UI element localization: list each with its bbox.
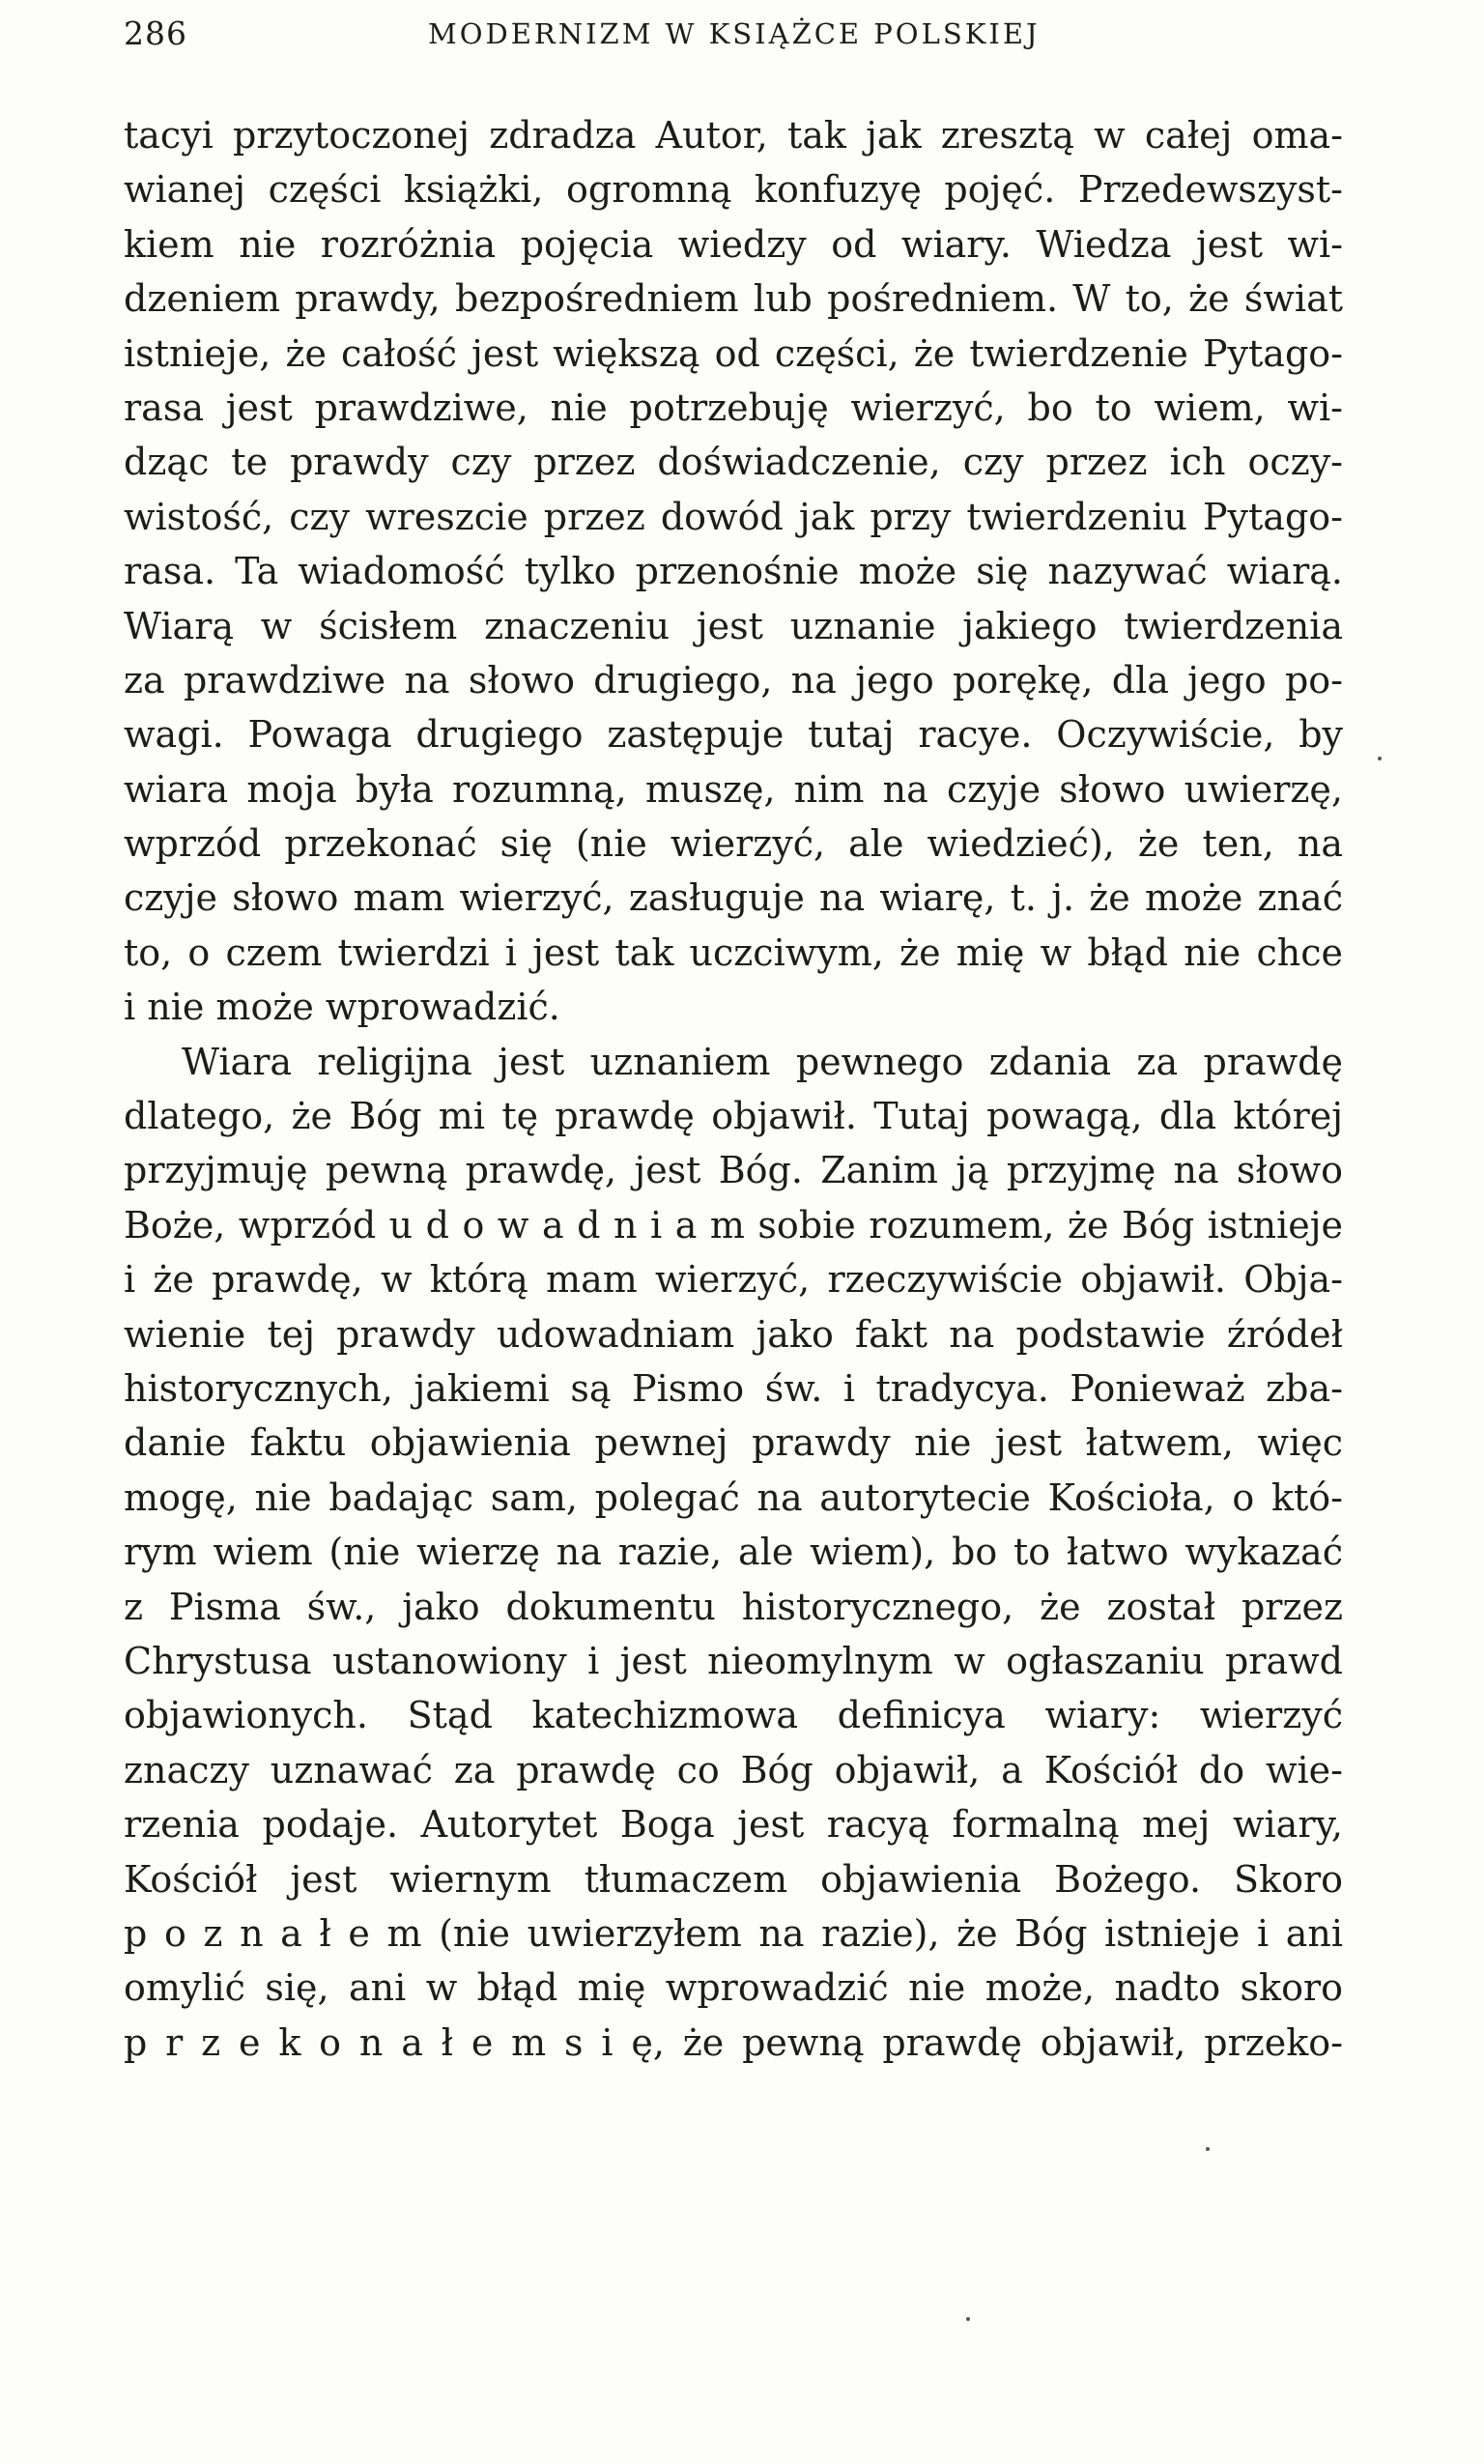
text-line: rzenia podaje. Autorytet Boga jest racyą formalną mej wiary, <box>124 1803 1343 1847</box>
text-line: wprzód przekonać się (nie wierzyć, ale wiedzieć), że ten, na <box>124 822 1343 866</box>
text-line: wienie tej prawdy udowadniam jako fakt na podstawie źródeł <box>124 1312 1343 1356</box>
print-speck <box>1206 2147 1210 2151</box>
text-line: wiara moja była rozumną, muszę, nim na czyje słowo uwierzę, <box>124 767 1343 811</box>
running-title: MODERNIZM W KSIĄŻCE POLSKIEJ <box>428 17 1041 50</box>
print-speck <box>1378 757 1382 760</box>
text-line: Chrystusa ustanowiony i jest nieomylnym w ogłaszaniu prawd <box>124 1639 1343 1682</box>
paragraph-1 <box>124 108 1343 1035</box>
text-line: p r z e k o n a ł e m s i ę, że pewną prawdę objawił, przeko- <box>124 2020 1343 2064</box>
body-text <box>124 108 1343 2137</box>
text-line: rasa. Ta wiadomość tylko przenośnie może się nazywać wiarą. <box>124 550 1343 593</box>
text-line: mogę, nie badając sam, polegać na autorytecie Kościoła, o któ- <box>124 1476 1343 1519</box>
text-line: czyje słowo mam wierzyć, zasługuje na wiarę, t. j. że może znać <box>124 876 1343 920</box>
text-line: p o z n a ł e m (nie uwierzyłem na razie), że Bóg istnieje i ani <box>124 1911 1343 1955</box>
text-line: Wiara religijna jest uznaniem pewnego zdania za prawdę <box>182 1040 1343 1083</box>
text-line: wistość, czy wreszcie przez dowód jak przy twierdzeniu Pytago- <box>124 495 1343 538</box>
text-line: rym wiem (nie wierzę na razie, ale wiem), bo to łatwo wykazać <box>124 1531 1343 1574</box>
text-line: przyjmuję pewną prawdę, jest Bóg. Zanim ją przyjmę na słowo <box>124 1149 1343 1192</box>
text-line: i nie może wprowadzić. <box>124 986 560 1029</box>
page-number: 286 <box>124 14 187 52</box>
text-line: istnieje, że całość jest większą od części, że twierdzenie Pytago- <box>124 331 1343 375</box>
text-line: tacyi przytoczonej zdradza Autor, tak jak zresztą w całej oma- <box>124 114 1343 157</box>
paragraph-2 <box>124 1035 1343 2070</box>
text-line: wagi. Powaga drugiego zastępuje tutaj racye. Oczywiście, by <box>124 713 1343 757</box>
text-line: danie faktu objawienia pewnej prawdy nie jest łatwem, więc <box>124 1421 1343 1465</box>
text-line: dzeniem prawdy, bezpośredniem lub pośredniem. W to, że świat <box>124 277 1343 321</box>
text-line: objawionych. Stąd katechizmowa definicya wiary: wierzyć <box>124 1694 1343 1737</box>
text-line: i że prawdę, w którą mam wierzyć, rzeczywiście objawił. Obja- <box>124 1258 1343 1302</box>
text-line: historycznych, jakiemi są Pismo św. i tradycya. Ponieważ zba- <box>124 1366 1343 1410</box>
text-line: z Pisma św., jako dokumentu historycznego, że został przez <box>124 1585 1343 1628</box>
text-line: omylić się, ani w błąd mię wprowadzić nie może, nadto skoro <box>124 1966 1343 2010</box>
text-line: wianej części książki, ogromną konfuzyę pojęć. Przedewszyst- <box>124 168 1343 212</box>
text-line: kiem nie rozróżnia pojęcia wiedzy od wiary. Wiedza jest wi- <box>124 222 1343 266</box>
page-header <box>124 10 1343 58</box>
text-line: za prawdziwe na słowo drugiego, na jego porękę, dla jego po- <box>124 658 1343 702</box>
text-line: Kościół jest wiernym tłumaczem objawienia Bożego. Skoro <box>124 1857 1343 1901</box>
text-line: znaczy uznawać za prawdę co Bóg objawił, a Kościół do wie- <box>124 1748 1343 1791</box>
text-line: dlatego, że Bóg mi tę prawdę objawił. Tutaj powagą, dla której <box>124 1095 1343 1138</box>
text-line: Boże, wprzód u d o w a d n i a m sobie rozumem, że Bóg istnieje <box>124 1203 1343 1246</box>
print-speck <box>966 2317 970 2321</box>
text-line: Wiarą w ścisłem znaczeniu jest uznanie jakiego twierdzenia <box>124 604 1343 647</box>
text-line: to, o czem twierdzi i jest tak uczciwym, że mię w błąd nie chce <box>124 931 1343 974</box>
text-line: dząc te prawdy czy przez doświadczenie, czy przez ich oczy- <box>124 441 1343 484</box>
text-line: rasa jest prawdziwe, nie potrzebuję wierzyć, bo to wiem, wi- <box>124 386 1343 429</box>
